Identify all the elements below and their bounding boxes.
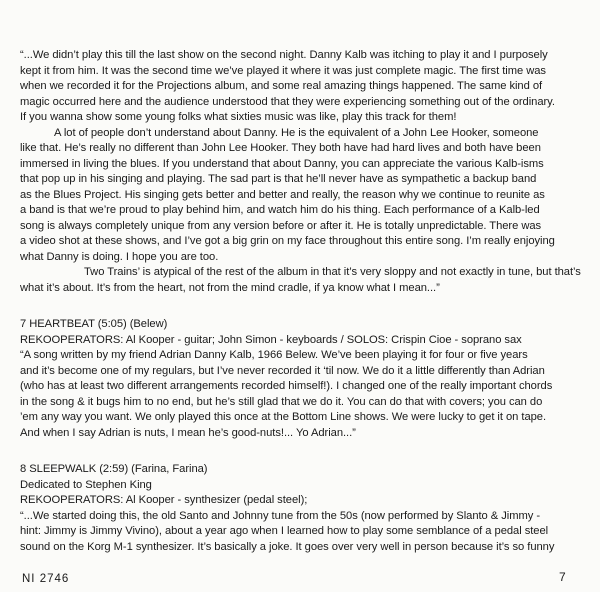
text-line: when we recorded it for the Projections album, and some real amazing things happened. The same kind of [20, 80, 543, 92]
text-line: “...We didn’t play this till the last show on the second night. Danny Kalb was itching to play it and I purposely [20, 49, 548, 61]
track-dedication: Dedicated to Stephen King [20, 478, 152, 491]
text-line: magic occurred here and the audience understood that they were experiencing something out of the ordinary. [20, 95, 555, 108]
text-line: what Danny is doing. I hope you are too. [20, 250, 219, 263]
text-line: ’em any way you want. We only played this once at the Bottom Line shows. We were lucky to get it on tape. [20, 411, 547, 423]
text-line: as the Blues Project. His singing gets better and better and really, the reason why we continue to reunite as [20, 188, 545, 201]
text-line: in the song & it bugs him to no end, but he’s still glad that we do it. You can do that with covers; you can do [20, 395, 543, 408]
track-heading: 7 HEARTBEAT (5:05) (Belew) [20, 318, 168, 330]
track-credits: REKOOPERATORS: Al Kooper - guitar; John Simon - keyboards / SOLOS: Crispin Cioe - soprano sax [20, 333, 522, 346]
text-line: sound on the Korg M-1 synthesizer. It’s basically a joke. It goes over very well in person because it’s so funny [20, 540, 555, 553]
text-line: hint: Jimmy is Jimmy Vivino), about a year ago when I learned how to play some semblance of a pedal steel [20, 525, 549, 537]
text-line: (who has at least two different arrangements recorded himself!). I changed one of the really important chords [20, 380, 553, 392]
catalog-number: NI 2746 [22, 573, 70, 585]
text-line: And when I say Adrian is nuts, I mean he’s good-nuts!... Yo Adrian...” [20, 426, 356, 439]
text-line: and it’s become one of my regulars, but I’ve never recorded it ‘til now. We do it a little differently than Adrian [20, 364, 545, 377]
text-line: If you wanna show some young folks what sixties music was like, play this track for them! [20, 111, 457, 123]
text-line: a video shot at these shows, and I’ve got a big grin on my face throughout this entire song. I’m really enjoying [20, 235, 555, 247]
text-line: what it’s about. It’s from the heart, not from the mind cradle, if ya know what I mean...” [20, 281, 440, 294]
text-line: immersed in living the blues. If you understand that about Danny, you can appreciate the various Kalb-isms [20, 157, 544, 170]
text-line: Two Trains’ is atypical of the rest of the album in that it’s very sloppy and not exactly in tune, but that’s [84, 266, 581, 278]
page-number: 7 [559, 570, 566, 584]
track-heading: 8 SLEEPWALK (2:59) (Farina, Farina) [20, 463, 208, 475]
text-line: A lot of people don’t understand about Danny. He is the equivalent of a John Lee Hooker, someone [54, 126, 539, 139]
text-line: a band is that we’re proud to play behind him, and watch him do his thing. Each performance of a Kalb-led [20, 204, 540, 216]
text-line: like that. He’s really no different than John Lee Hooker. They both have had hard lives and both have been [20, 142, 541, 154]
text-line: that pop up in his singing and playing. The sad part is that he’ll never have as sympathetic a backup band [20, 173, 537, 185]
text-line: “A song written by my friend Adrian Danny Kalb, 1966 Belew. We’ve been playing it for four or five years [20, 349, 528, 361]
text-line: “...We started doing this, the old Santo and Johnny tune from the 50s (now performed by Slanto & Jimmy - [20, 509, 541, 522]
text-line: kept it from him. It was the second time we’ve played it where it was just complete magic. The first time was [20, 64, 546, 77]
text-line: song is always completely unique from any version before or after it. He is totally unpredictable. There was [20, 219, 542, 232]
track-credits: REKOOPERATORS: Al Kooper - synthesizer (pedal steel); [20, 494, 308, 506]
